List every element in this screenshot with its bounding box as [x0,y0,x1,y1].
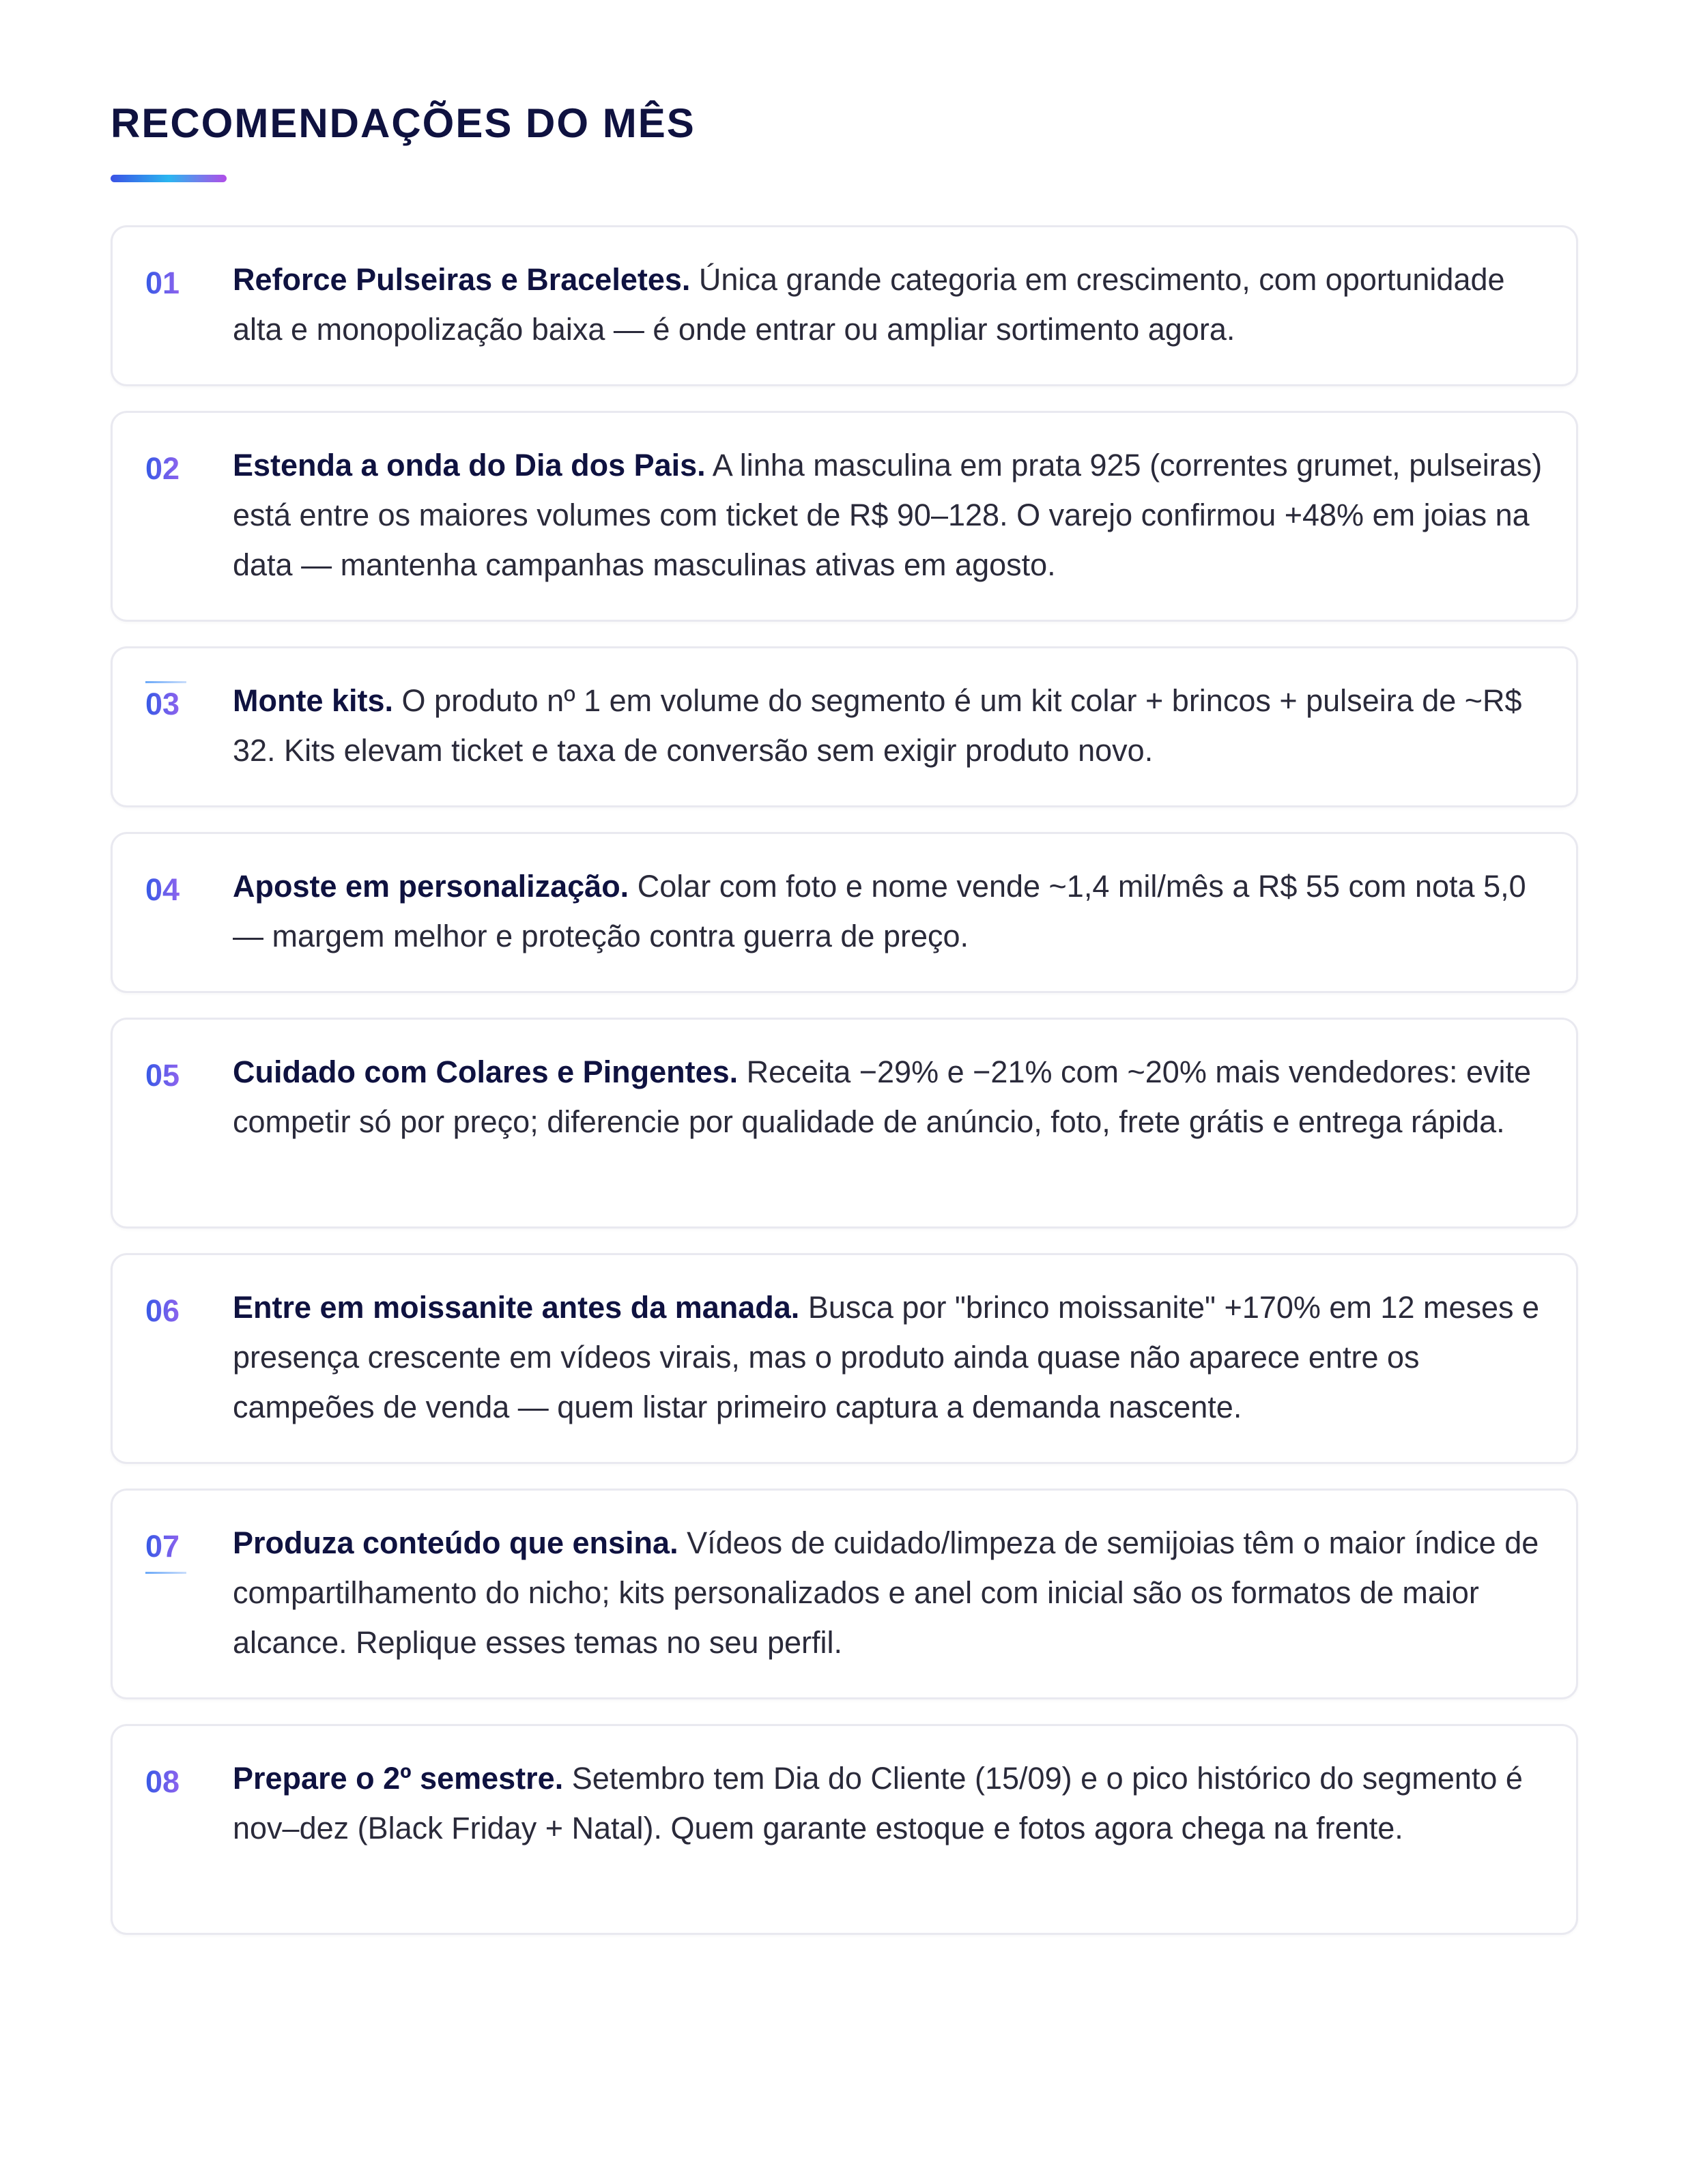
recommendation-text [233,861,1554,961]
page-title: RECOMENDAÇÕES DO MÊS [111,100,696,146]
recommendation-card-08 [111,1724,1578,1935]
recommendation-text [233,1047,1554,1147]
recommendation-number: 07 [145,1526,180,1567]
recommendation-title: Monte kits. [233,683,394,718]
recommendation-text [233,1282,1554,1432]
recommendation-body: O produto nº 1 em volume do segmento é um kit colar + brincos + pulseira de ~R$ 32. Kits elevam ticket e taxa de conversão sem exigir produto novo. [233,683,1522,768]
recommendation-number: 03 [145,684,180,725]
recommendation-card-03 [111,646,1578,807]
recommendation-text [233,676,1554,775]
recommendation-title: Entre em moissanite antes da manada. [233,1290,800,1325]
recommendation-title: Estenda a onda do Dia dos Pais. [233,448,706,483]
recommendation-title: Produza conteúdo que ensina. [233,1525,678,1560]
recommendation-text [233,1518,1554,1667]
recommendation-body: Única grande categoria em crescimento, com oportunidade alta e monopolização baixa — é onde entrar ou ampliar sortimento agora. [233,262,1505,347]
recommendation-number: 04 [145,870,180,910]
recommendation-number: 02 [145,448,180,489]
recommendation-number: 05 [145,1055,180,1096]
recommendation-text [233,255,1554,354]
recommendation-card-02 [111,411,1578,622]
recommendation-body: Colar com foto e nome vende ~1,4 mil/mês a R$ 55 com nota 5,0 — margem melhor e proteção contra guerra de preço. [233,869,1526,953]
recommendation-card-05 [111,1018,1578,1228]
recommendation-card-01 [111,225,1578,386]
recommendation-text [233,440,1554,590]
recommendation-body: Setembro tem Dia do Cliente (15/09) e o pico histórico do segmento é nov–dez (Black Friday + Natal). Quem garante estoque e fotos agora chega na frente. [233,1761,1523,1845]
recommendation-card-04 [111,832,1578,993]
recommendation-text [233,1753,1554,1853]
recommendation-number: 01 [145,263,180,304]
recommendation-body: A linha masculina em prata 925 (correntes grumet, pulseiras) está entre os maiores volumes com ticket de R$ 90–128. O varejo confirmou +48% em joias na data — mantenha campanhas masculinas ativas em agosto. [233,448,1543,582]
title-accent-bar [111,175,227,182]
recommendation-title: Reforce Pulseiras e Braceletes. [233,262,691,297]
recommendation-title: Prepare o 2º semestre. [233,1761,564,1796]
recommendation-number: 08 [145,1762,180,1802]
recommendation-title: Cuidado com Colares e Pingentes. [233,1054,739,1089]
recommendation-number: 06 [145,1291,180,1332]
recommendation-card-07 [111,1489,1578,1699]
recommendation-body: Busca por "brinco moissanite" +170% em 12 meses e presença crescente em vídeos virais, mas o produto ainda quase não aparece entre os campeões de venda — quem listar primeiro captura a demanda nascente. [233,1290,1540,1424]
recommendation-body: Vídeos de cuidado/limpeza de semijoias têm o maior índice de compartilhamento do nicho; kits personalizados e anel com inicial são os formatos de maior alcance. Replique esses temas no seu perfil. [233,1525,1539,1660]
recommendation-title: Aposte em personalização. [233,869,629,904]
recommendation-body: Receita −29% e −21% com ~20% mais vendedores: evite competir só por preço; diferencie por qualidade de anúncio, foto, frete grátis e entrega rápida. [233,1054,1532,1139]
recommendation-card-06 [111,1253,1578,1464]
